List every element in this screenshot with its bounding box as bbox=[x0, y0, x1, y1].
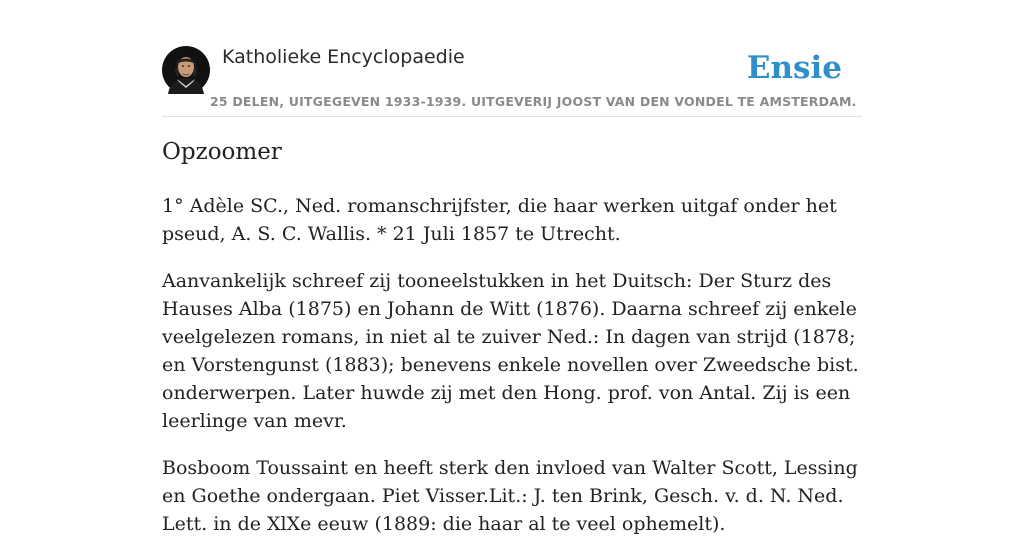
portrait-avatar[interactable] bbox=[162, 46, 210, 94]
article-paragraph: 1° Adèle SC., Ned. romanschrijfster, die haar werken uitgaf onder het pseud, A. S. C. Wallis. * 21 Juli 1857 te Utrecht. bbox=[162, 195, 837, 245]
brand-logo[interactable]: Ensie bbox=[746, 50, 842, 86]
site-subtitle: 25 DELEN, UITGEGEVEN 1933-1939. UITGEVERIJ JOOST VAN DEN VONDEL TE AMSTERDAM. bbox=[210, 94, 857, 109]
article-body bbox=[162, 192, 862, 557]
article-title: Opzoomer bbox=[162, 139, 282, 165]
portrait-icon bbox=[162, 46, 210, 94]
article-paragraph: Bosboom Toussaint en heeft sterk den invloed van Walter Scott, Lessing en Goethe ondergaan. Piet Visser.Lit.: J. ten Brink, Gesch. v. d. N. Ned. Lett. in de XlXe eeuw (1889: die haar al te veel ophemelt). bbox=[162, 457, 858, 535]
article-paragraph: Aanvankelijk schreef zij tooneelstukken in het Duitsch: Der Sturz des Hauses Alba (1875) en Johann de Witt (1876). Daarna schreef zij enkele veelgelezen romans, in niet al te zuiver Ned.: In dagen van strijd (1878; en Vorstengunst (1883); benevens enkele novellen over Zweedsche bist. onderwerpen. Later huwde zij met den Hong. prof. von Antal. Zij is een leerlinge van mevr. bbox=[162, 270, 859, 432]
site-header bbox=[162, 44, 862, 117]
site-title[interactable]: Katholieke Encyclopaedie bbox=[222, 46, 465, 68]
